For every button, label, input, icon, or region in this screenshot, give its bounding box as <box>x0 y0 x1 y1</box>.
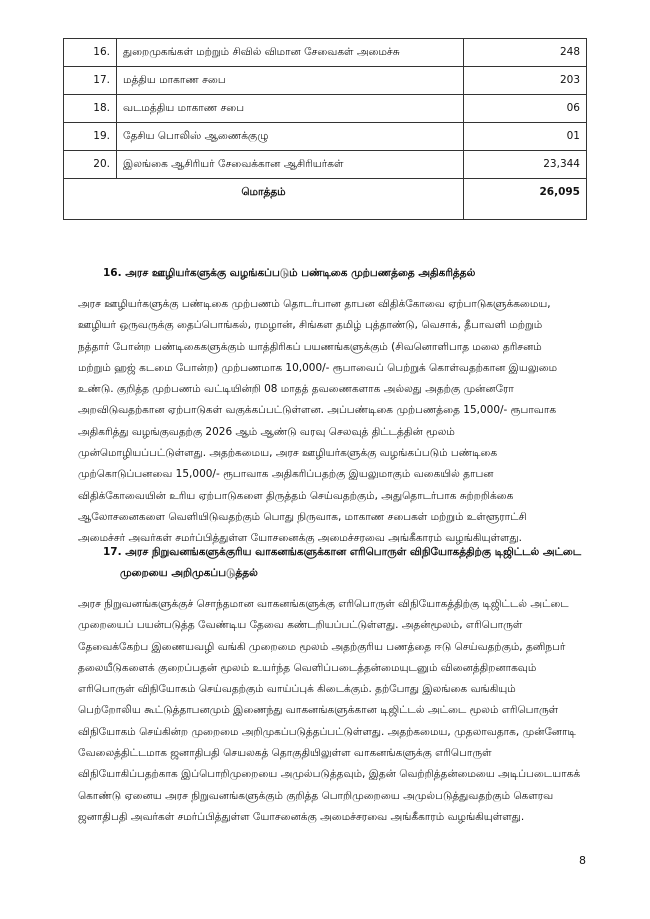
row-value: 248 <box>464 39 587 67</box>
row-name: வடமத்திய மாகாண சபை <box>117 95 464 123</box>
total-value: 26,095 <box>464 179 587 220</box>
row-value: 06 <box>464 95 587 123</box>
paragraph-line: விநியோகம் செய்கின்ற முறைமை அறிமுகப்படுத்தப்பட்டுள்ளது. அதற்கமைய, முதலாவதாக, முன்னோடி <box>78 725 576 738</box>
table-row <box>64 123 587 151</box>
table-row <box>64 67 587 95</box>
table-body <box>64 39 587 220</box>
row-number: 19. <box>64 123 117 151</box>
section-16-paragraph <box>78 294 582 550</box>
total-label: மொத்தம் <box>64 179 464 220</box>
paragraph-line: உண்டு. குறித்த முற்பணம் வட்டியின்றி 08 மாதத் தவணைகளாக அல்லது அதற்கு முன்னரோ <box>78 383 514 396</box>
table-row <box>64 39 587 67</box>
row-name: தேசிய பொலிஸ் ஆணைக்குழு <box>117 123 464 151</box>
paragraph-line: அதிகரித்து வழங்குவதற்கு 2026 ஆம் ஆண்டு வரவு செலவுத் திட்டத்தின் மூலம் <box>78 425 455 438</box>
row-value: 23,344 <box>464 151 587 179</box>
row-name: இலங்கை ஆசிரியர் சேவைக்கான ஆசிரியர்கள் <box>117 151 464 179</box>
section-17-heading-line-2: முறையை அறிமுகப்படுத்தல் <box>120 567 258 579</box>
paragraph-line: தலையீடுகளைக் குறைப்பதன் மூலம் உயர்ந்த வெளிப்படைத்தன்மையுடனும் வினைத்திறனாகவும் <box>78 661 537 674</box>
paragraph-line: விநியோகிப்பதற்காக இப்பொறிமுறையை அமுல்படுத்தவும், இதன் வெற்றித்தன்மையை அடிப்படையாகக் <box>78 768 581 781</box>
paragraph-line: விதிக்கோவையின் உரிய ஏற்பாடுகளை திருத்தம் செய்வதற்கும், அதுதொடர்பாக சுற்றறிக்கை <box>78 489 514 502</box>
paragraph-line: தேவைக்கேற்ப இணையவழி வங்கி முறைமை மூலம் அதற்குரிய பணத்தை ஈடு செய்வதற்கும், தனிநபர் <box>78 640 566 653</box>
paragraph-line: முன்மொழியப்பட்டுள்ளது. அதற்கமைய, அரச ஊழியர்களுக்கு வழங்கப்படும் பண்டிகை <box>78 447 498 460</box>
row-number: 17. <box>64 67 117 95</box>
paragraph-line: ஆலோசனைகளை வெளியிடுவதற்கும் பொது நிருவாக, மாகாண சபைகள் மற்றும் உள்ளூராட்சி <box>78 510 527 523</box>
paragraph-line: முறையைப் பயன்படுத்த வேண்டிய தேவை கண்டறியப்பட்டுள்ளது. அதன்மூலம், எரிபொருள் <box>78 619 523 632</box>
paragraph-line: அறவிடுவதற்கான ஏற்பாடுகள் வகுக்கப்பட்டுள்ளன. அப்பண்டிகை முற்பணத்தை 15,000/- ரூபாவாக <box>78 404 557 417</box>
table-row <box>64 151 587 179</box>
paragraph-line: நத்தார் போன்ற பண்டிகைகளுக்கும் யாத்திரிகப் பயணங்களுக்கும் (சிவனொளிபாத மலை தரிசனம் <box>78 340 542 353</box>
paragraph-line: அமைச்சர் அவர்கள் சமர்ப்பித்துள்ள யோசனைக்கு அமைச்சரவை அங்கீகாரம் வழங்கியுள்ளது. <box>78 532 522 545</box>
row-number: 20. <box>64 151 117 179</box>
row-name: துறைமுகங்கள் மற்றும் சிவில் விமான சேவைகள் அமைச்சு <box>117 39 464 67</box>
page-number: 8 <box>579 854 586 867</box>
paragraph-line: அரச நிறுவனங்களுக்குச் சொந்தமான வாகனங்களுக்கு எரிபொருள் விநியோகத்திற்கு டிஜிட்டல் அட்டை <box>78 598 569 610</box>
section-17-heading-line-1: 17. அரச நிறுவனங்களுக்குரிய வாகனங்களுக்கான எரிபொருள் விநியோகத்திற்கு டிஜிட்டல் அட்டை <box>103 546 582 558</box>
paragraph-line: முற்கொடுப்பனவை 15,000/- ரூபாவாக அதிகரிப்பதற்கு இயலுமாகும் வகையில் தாபன <box>78 468 494 481</box>
row-value: 01 <box>464 123 587 151</box>
vacancy-table <box>63 38 587 220</box>
row-number: 18. <box>64 95 117 123</box>
table-row <box>64 95 587 123</box>
paragraph-line: எரிபொருள் விநியோகம் செய்வதற்கும் வாய்ப்புக் கிடைக்கும். தற்போது இலங்கை வங்கியும் <box>78 683 516 696</box>
paragraph-line: ஜனாதிபதி அவர்கள் சமர்ப்பித்துள்ள யோசனைக்கு அமைச்சரவை அங்கீகாரம் வழங்கியுள்ளது. <box>78 810 525 823</box>
section-17-paragraph <box>78 594 582 828</box>
table-total-row <box>64 179 587 220</box>
paragraph-line: மற்றும் ஹஜ் கடமை போன்ற) முற்பணமாக 10,000/- ரூபாவைப் பெற்றுக் கொள்வதற்கான இயலுமை <box>78 361 558 374</box>
paragraph-line: வேலைத்திட்டமாக ஜனாதிபதி செயலகத் தொகுதியிலுள்ள வாகனங்களுக்கு எரிபொருள் <box>78 747 492 760</box>
paragraph-line: கொண்டு ஏனைய அரச நிறுவனங்களுக்கும் குறித்த பொறிமுறையை அமுல்படுத்துவதற்கும் கௌரவ <box>78 789 554 802</box>
paragraph-line: அரச ஊழியர்களுக்கு பண்டிகை முற்பணம் தொடர்பான தாபன விதிக்கோவை ஏற்பாடுகளுக்கமைய, <box>78 298 551 310</box>
row-name: மத்திய மாகாண சபை <box>117 67 464 95</box>
row-number: 16. <box>64 39 117 67</box>
section-16-heading: 16. அரச ஊழியர்களுக்கு வழங்கப்படும் பண்டிகை முற்பணத்தை அதிகரித்தல் <box>103 267 476 279</box>
paragraph-line: பெற்றோலிய கூட்டுத்தாபனமும் இணைந்து வாகனங்களுக்கான டிஜிட்டல் அட்டை மூலம் எரிபொருள் <box>78 704 559 717</box>
paragraph-line: ஊழியர் ஒருவருக்கு தைப்பொங்கல், ரமழான், சிங்கள தமிழ் புத்தாண்டு, வெசாக், தீபாவளி மற்றும் <box>78 319 543 332</box>
row-value: 203 <box>464 67 587 95</box>
